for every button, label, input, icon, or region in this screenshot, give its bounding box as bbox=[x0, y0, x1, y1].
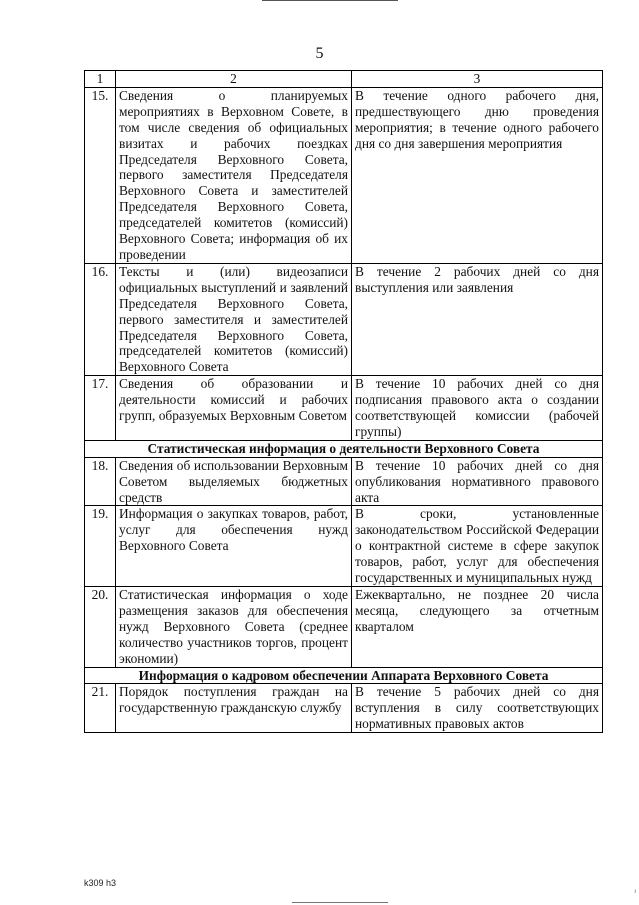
table-row bbox=[85, 457, 603, 506]
publication-term: В течение 2 рабочих дней со дня выступления или заявления bbox=[352, 263, 603, 375]
row-number: 17. bbox=[85, 376, 116, 441]
page-number: 5 bbox=[315, 45, 324, 62]
table-row bbox=[85, 263, 603, 375]
info-description: Информация о закупках товаров, работ, услуг для обеспечения нужд Верховного Совета bbox=[116, 506, 352, 587]
header-col-2: 2 bbox=[116, 71, 352, 88]
row-number: 18. bbox=[85, 457, 116, 506]
section-heading-row bbox=[85, 667, 603, 684]
table-row bbox=[85, 376, 603, 441]
section-heading: Информация о кадровом обеспечении Аппарата Верховного Совета bbox=[85, 667, 603, 684]
header-col-1: 1 bbox=[85, 71, 116, 88]
info-description: Статистическая информация о ходе размещения заказов для обеспечения нужд Верховного Совета (среднее количество участников торгов, процент экономии) bbox=[116, 587, 352, 668]
edge-mark: ⁱ bbox=[634, 888, 636, 898]
info-description: Сведения о планируемых мероприятиях в Верховном Совете, в том числе сведения об официальных визитах и рабочих поездках Председателя Верховного Совета, первого заместителя Председателя Верховного Совета и заместителей Председателя Верховного Совета, председателей комитетов (комиссий) Верховного Совета; информация об их проведении bbox=[116, 87, 352, 263]
table-body bbox=[85, 71, 603, 733]
row-number: 21. bbox=[85, 684, 116, 733]
publication-term: В течение 10 рабочих дней со дня подписания правового акта о создании соответствующей комиссии (рабочей группы) bbox=[352, 376, 603, 441]
publication-term: В течение 5 рабочих дней со дня вступления в силу соответствующих нормативных правовых актов bbox=[352, 684, 603, 733]
header-col-3: 3 bbox=[352, 71, 603, 88]
publication-term: В сроки, установленные законодательством Российской Федерации о контрактной системе в сфере закупок товаров, работ, услуг для обеспечения государственных и муниципальных нужд bbox=[352, 506, 603, 587]
row-number: 19. bbox=[85, 506, 116, 587]
row-number: 16. bbox=[85, 263, 116, 375]
footer-code: k309 h3 bbox=[84, 878, 117, 888]
row-number: 20. bbox=[85, 587, 116, 668]
info-description: Сведения об использовании Верховным Советом выделяемых бюджетных средств bbox=[116, 457, 352, 506]
table-row bbox=[85, 506, 603, 587]
top-rule bbox=[262, 0, 398, 1]
info-table bbox=[84, 70, 603, 733]
table-row bbox=[85, 587, 603, 668]
table-header-row bbox=[85, 71, 603, 88]
publication-term: Ежеквартально, не позднее 20 числа месяца, следующего за отчетным кварталом bbox=[352, 587, 603, 668]
table-row bbox=[85, 87, 603, 263]
info-description: Тексты и (или) видеозаписи официальных выступлений и заявлений Председателя Верховного Совета, первого заместителя и заместителей Председателя Верховного Совета, председателей комитетов (комиссий) Верховного Совета bbox=[116, 263, 352, 375]
publication-term: В течение одного рабочего дня, предшествующего дню проведения мероприятия; в течение одного рабочего дня со дня завершения мероприятия bbox=[352, 87, 603, 263]
info-description: Сведения об образовании и деятельности комиссий и рабочих групп, образуемых Верховным Советом bbox=[116, 376, 352, 441]
section-heading-row bbox=[85, 440, 603, 457]
bottom-rule bbox=[292, 902, 388, 903]
row-number: 15. bbox=[85, 87, 116, 263]
table-row bbox=[85, 684, 603, 733]
publication-term: В течение 10 рабочих дней со дня опубликования нормативного правового акта bbox=[352, 457, 603, 506]
info-description: Порядок поступления граждан на государственную гражданскую службу bbox=[116, 684, 352, 733]
section-heading: Статистическая информация о деятельности Верховного Совета bbox=[85, 440, 603, 457]
